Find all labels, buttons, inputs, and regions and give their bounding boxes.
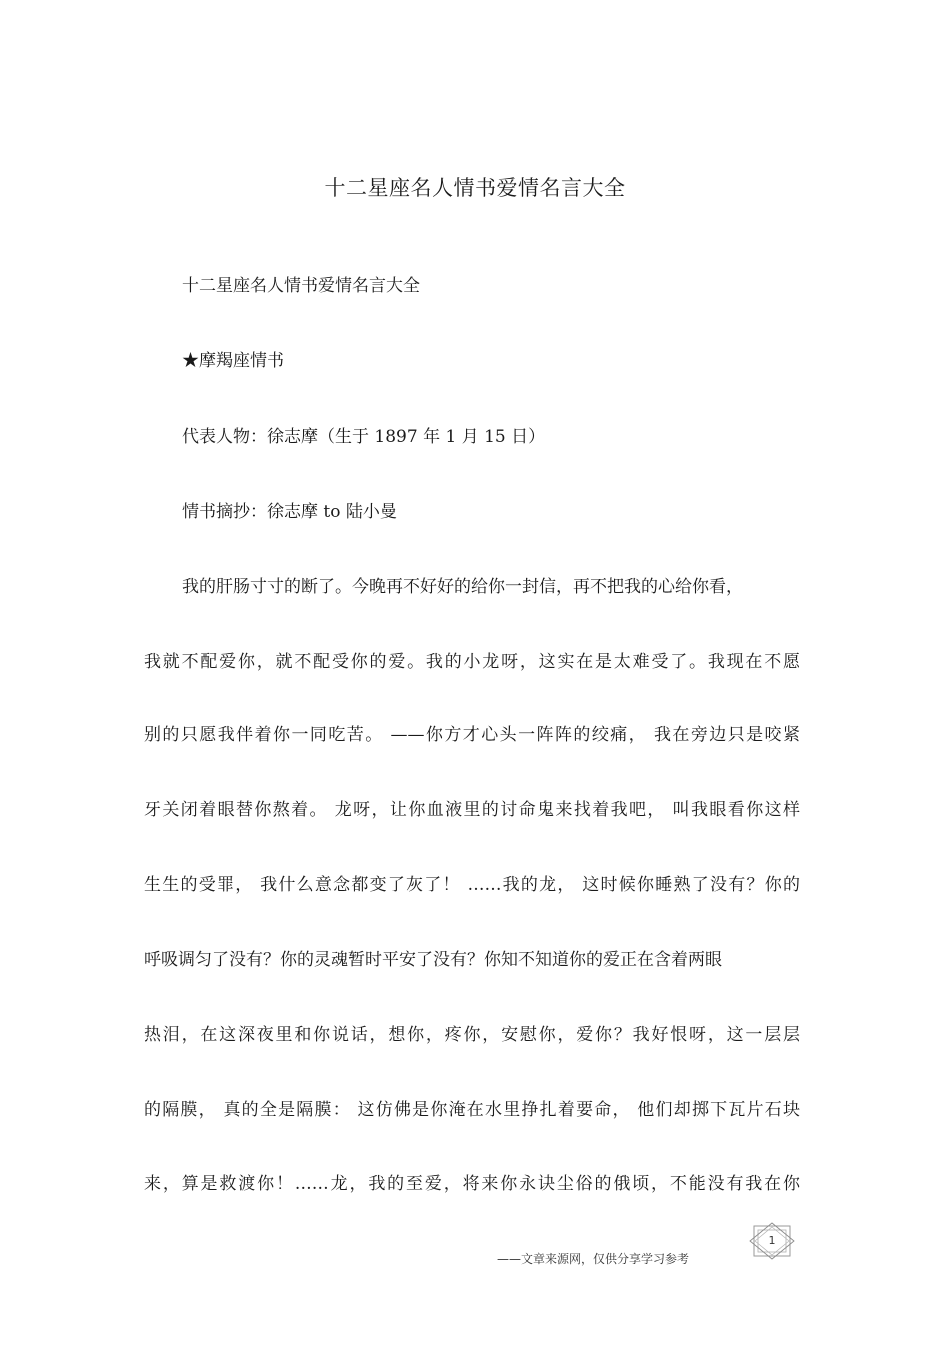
section-heading: ★摩羯座情书	[182, 351, 284, 371]
footer-source-note: ——文章来源网，仅供分享学习参考	[497, 1252, 690, 1266]
paragraph-line: 牙关闭着眼替你熬着。 龙呀，让你血液里的讨命鬼来找着我吧， 叫我眼看你这样	[144, 800, 800, 820]
page-title: 十二星座名人情书爱情名言大全	[324, 176, 626, 200]
paragraph-line: 我的肝肠寸寸的断了。今晚再不好好的给你一封信，再不把我的心给你看，	[182, 577, 743, 597]
paragraph-line: 别的只愿我伴着你一同吃苦。 ——你方才心头一阵阵的绞痛， 我在旁边只是咬紧	[144, 725, 800, 745]
paragraph-line: 热泪，在这深夜里和你说话，想你，疼你，安慰你，爱你？我好恨呀，这一层层	[144, 1025, 800, 1045]
page-number-badge	[748, 1222, 796, 1260]
paragraph-line: 生生的受罪， 我什么意念都变了灰了！ ……我的龙， 这时候你睡熟了没有？你的	[144, 875, 800, 895]
paragraph-line: 我就不配爱你，就不配受你的爱。我的小龙呀，这实在是太难受了。我现在不愿	[144, 652, 800, 672]
paragraph-line: 来，算是救渡你！……龙，我的至爱，将来你永诀尘俗的俄顷，不能没有我在你	[144, 1174, 800, 1194]
page-number: 1	[768, 1234, 776, 1247]
paragraph-line: 呼吸调匀了没有？你的灵魂暂时平安了没有？你知不知道你的爱正在含着两眼	[144, 950, 722, 970]
excerpt-label: 情书摘抄：徐志摩 to 陆小曼	[182, 502, 397, 522]
subtitle: 十二星座名人情书爱情名言大全	[182, 276, 420, 296]
paragraph-line: 的隔膜， 真的全是隔膜： 这仿佛是你淹在水里挣扎着要命， 他们却掷下瓦片石块	[144, 1100, 800, 1120]
representative-line: 代表人物：徐志摩（生于 1897 年 1 月 15 日）	[182, 427, 546, 447]
